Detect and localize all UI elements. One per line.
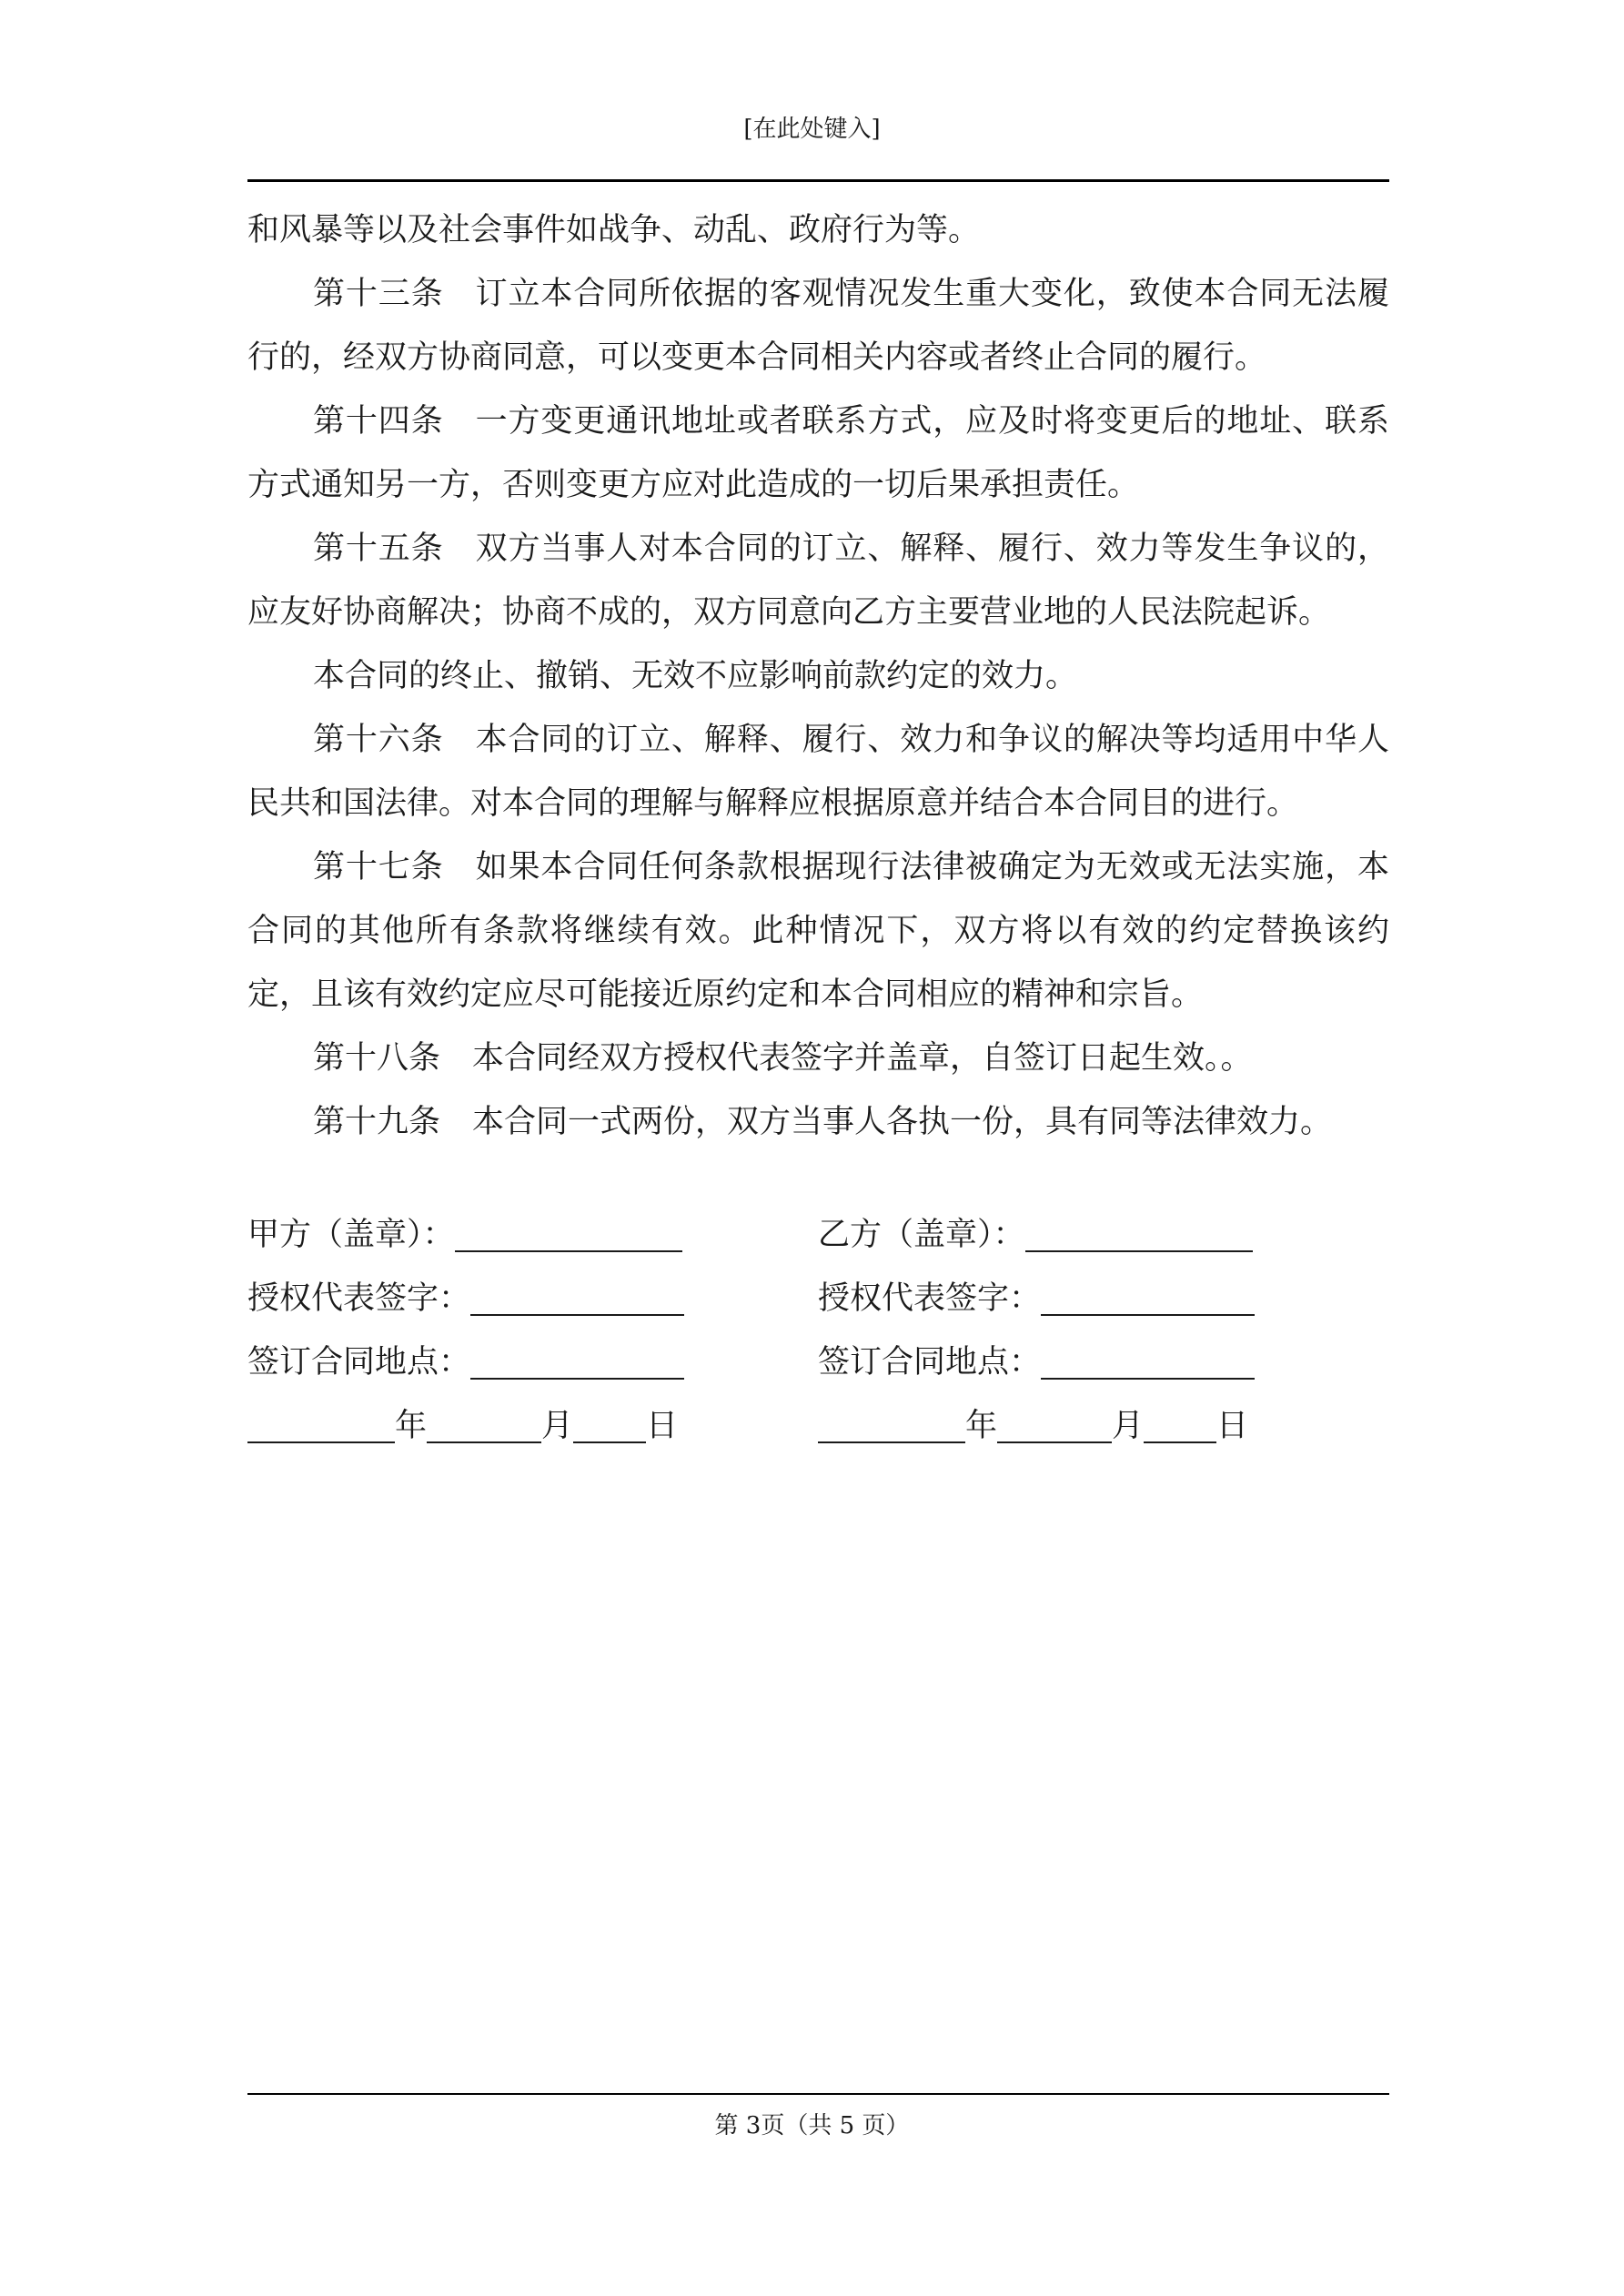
- article-text: 双方当事人对本合同的订立、解释、履行、效力等发生争议的，应友好协商解决；协商不成的，双方同意向乙方主要营业地的人民法院起诉。: [247, 531, 1389, 631]
- party-a-place: [247, 1330, 818, 1394]
- rep-blank[interactable]: [1041, 1274, 1255, 1316]
- year-label: 年: [965, 1408, 998, 1444]
- signature-block: [247, 1203, 1389, 1458]
- month-label: 月: [1112, 1408, 1145, 1444]
- header-rule: [247, 179, 1389, 182]
- article-text: 一方变更通讯地址或者联系方式，应及时将变更后的地址、联系方式通知另一方，否则变更方应对此造成的一切后果承担责任。: [247, 403, 1389, 503]
- article-number: 第十五条: [313, 531, 444, 567]
- rep-label: 授权代表签字：: [818, 1280, 1042, 1317]
- year-blank[interactable]: [247, 1401, 395, 1443]
- article-number: 第十九条: [313, 1104, 441, 1140]
- article-number: 第十七条: [313, 849, 444, 885]
- party-b-representative: [818, 1267, 1388, 1330]
- paragraph-text: 和风暴等以及社会事件如战争、动乱、政府行为等。: [247, 212, 981, 248]
- year-blank[interactable]: [818, 1401, 965, 1443]
- article-16: [247, 708, 1389, 835]
- article-number: 第十六条: [313, 722, 444, 758]
- article-text: 本合同一式两份，双方当事人各执一份，具有同等法律效力。: [472, 1104, 1333, 1140]
- party-a-seal: [247, 1203, 818, 1267]
- article-14: [247, 389, 1389, 517]
- article-number: 第十三条: [313, 276, 444, 312]
- month-blank[interactable]: [427, 1401, 541, 1443]
- place-label: 签订合同地点：: [818, 1344, 1042, 1381]
- article-15: [247, 517, 1389, 644]
- month-blank[interactable]: [997, 1401, 1112, 1443]
- party-b-place: [818, 1330, 1388, 1394]
- day-label: 日: [1216, 1408, 1249, 1444]
- place-blank[interactable]: [1041, 1338, 1255, 1380]
- paragraph-continuation: [247, 198, 1389, 262]
- representative-row: [247, 1267, 1389, 1330]
- paragraph-text: 本合同的终止、撤销、无效不应影响前款约定的效力。: [313, 658, 1078, 694]
- place-label: 签订合同地点：: [247, 1344, 471, 1381]
- seal-blank[interactable]: [1025, 1210, 1253, 1252]
- article-13: [247, 262, 1389, 389]
- article-15-note: [247, 644, 1389, 708]
- seal-row: [247, 1203, 1389, 1267]
- date-row: [247, 1394, 1389, 1458]
- party-b-date: [818, 1394, 1388, 1458]
- rep-label: 授权代表签字：: [247, 1280, 471, 1317]
- article-text: 如果本合同任何条款根据现行法律被确定为无效或无法实施，本合同的其他所有条款将继续有效。此种情况下，双方将以有效的约定替换该约定，且该有效约定应尽可能接近原约定和本合同相应的精神和宗旨。: [247, 849, 1389, 1013]
- seal-label: 甲方（盖章）：: [247, 1217, 455, 1253]
- article-text: 本合同的订立、解释、履行、效力和争议的解决等均适用中华人民共和国法律。对本合同的理解与解释应根据原意并结合本合同目的进行。: [247, 722, 1389, 822]
- day-label: 日: [646, 1408, 679, 1444]
- place-blank[interactable]: [470, 1338, 684, 1380]
- party-b-seal: [818, 1203, 1388, 1267]
- day-blank[interactable]: [1144, 1401, 1216, 1443]
- article-text: 订立本合同所依据的客观情况发生重大变化，致使本合同无法履行的，经双方协商同意，可以变更本合同相关内容或者终止合同的履行。: [247, 276, 1389, 376]
- seal-label: 乙方（盖章）：: [818, 1217, 1025, 1253]
- year-label: 年: [395, 1408, 428, 1444]
- month-label: 月: [541, 1408, 574, 1444]
- article-number: 第十八条: [313, 1040, 441, 1077]
- article-19: [247, 1090, 1389, 1154]
- party-a-representative: [247, 1267, 818, 1330]
- party-a-date: [247, 1394, 818, 1458]
- article-18: [247, 1027, 1389, 1090]
- article-17: [247, 835, 1389, 1027]
- footer-rule: [247, 2093, 1389, 2095]
- article-number: 第十四条: [313, 403, 444, 440]
- page-number: 第 3页（共 5 页）: [714, 2112, 910, 2139]
- contract-body: [247, 198, 1389, 1154]
- place-row: [247, 1330, 1389, 1394]
- seal-blank[interactable]: [455, 1210, 682, 1252]
- rep-blank[interactable]: [470, 1274, 684, 1316]
- day-blank[interactable]: [573, 1401, 646, 1443]
- page-header: [在此处键入]: [743, 116, 881, 143]
- article-text: 本合同经双方授权代表签字并盖章，自签订日起生效。。: [472, 1040, 1253, 1077]
